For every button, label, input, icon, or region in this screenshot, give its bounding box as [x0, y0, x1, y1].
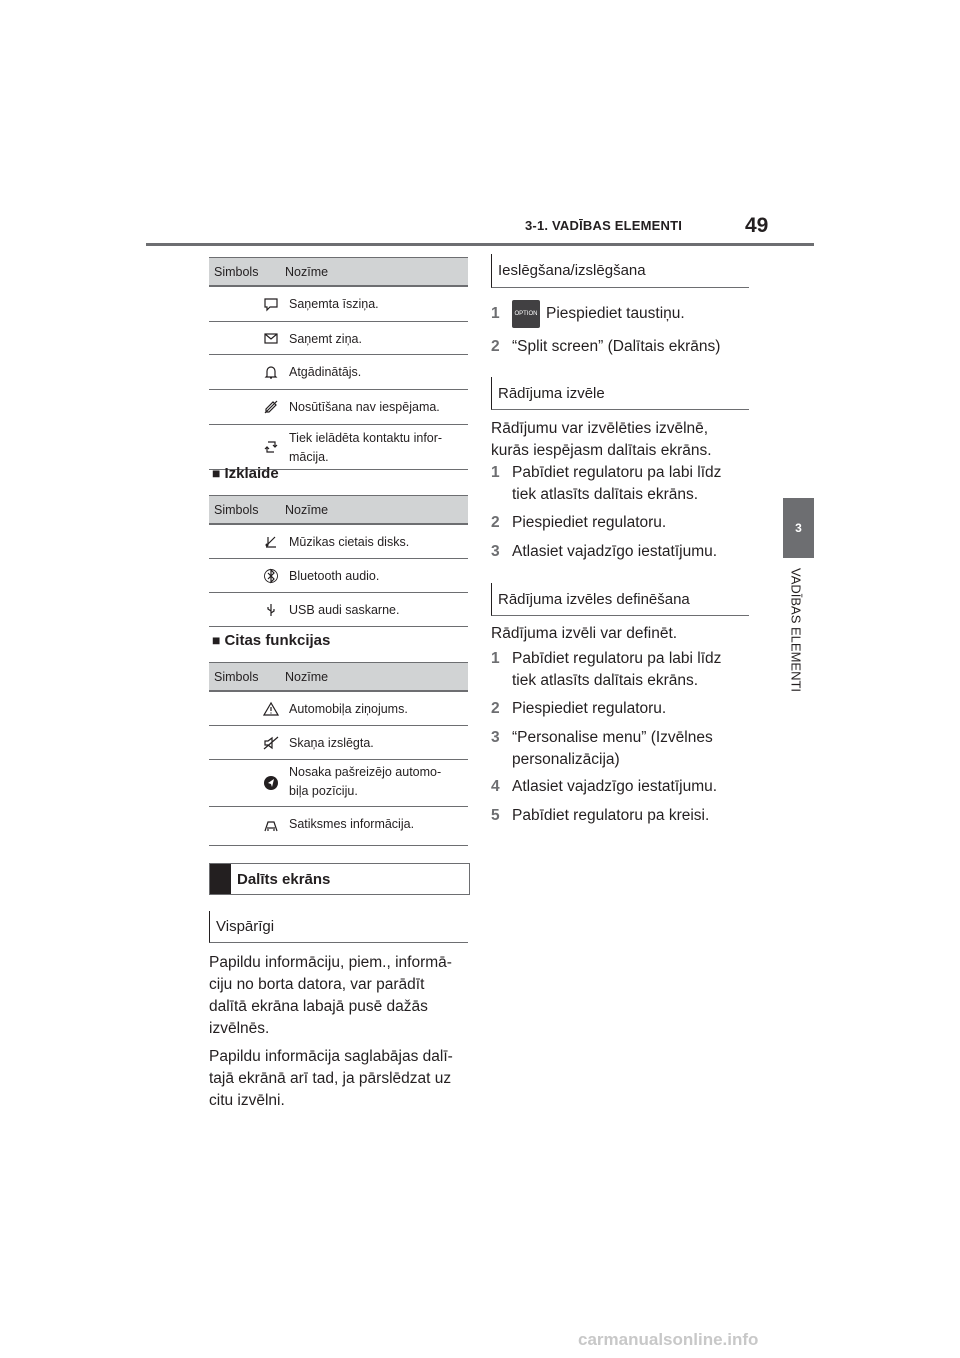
section-heading-split-screen	[209, 863, 470, 895]
general-paragraph-1: Papildu informāciju, piem., informā- ciju no borta datora, var parādīt dalītā ekrāna labajā pusē dažās izvēlnēs.	[209, 954, 452, 1037]
bell-icon	[263, 364, 279, 380]
step-item: 5 Pabīdiet regulatoru pa kreisi.	[491, 807, 710, 824]
step-item: 1 Pabīdiet regulatoru pa labi līdz tiek atlasīts dalītais ekrāns.	[491, 464, 722, 503]
table-row	[209, 287, 468, 322]
chapter-title: VADĪBAS ELEMENTI	[788, 568, 804, 693]
step-item: 2 Piespiediet regulatoru.	[491, 700, 667, 717]
table-row	[209, 807, 468, 846]
row-meaning: Saņemt ziņa.	[289, 332, 362, 346]
table-header	[209, 257, 468, 287]
entertainment-symbol-table	[209, 495, 468, 627]
mute-icon	[263, 735, 279, 751]
display-define-heading: Rādījuma izvēles definēšana	[491, 583, 749, 616]
general-heading: Vispārīgi	[209, 911, 468, 943]
row-meaning: Atgādinātājs.	[289, 365, 362, 379]
table-header	[209, 495, 468, 525]
split-screen-title: Dalīts ekrāns	[237, 870, 331, 888]
header-divider	[146, 243, 814, 246]
row-meaning: Tiek ielādēta kontaktu infor- mācija.	[289, 431, 443, 464]
table-row	[209, 390, 468, 425]
step-item: 3 Atlasiet vajadzīgo iestatījumu.	[491, 543, 718, 560]
step-item: 1 OPTION Piespiediet taustiņu.	[491, 300, 751, 328]
traffic-info-icon	[263, 818, 279, 834]
table-row	[209, 726, 468, 760]
table-row	[209, 355, 468, 390]
row-meaning: Mūzikas cietais disks.	[289, 535, 410, 549]
table-row	[209, 692, 468, 726]
row-meaning: Satiksmes informācija.	[289, 817, 415, 831]
col-symbol: Simbols	[214, 669, 259, 684]
on-off-heading: Ieslēgšana/izslēgšana	[491, 254, 749, 288]
row-meaning: Bluetooth audio.	[289, 569, 380, 583]
row-meaning: Nosūtīšana nav iespējama.	[289, 400, 440, 414]
contact-loading-icon	[263, 439, 279, 455]
step-item: 1 Pabīdiet regulatoru pa labi līdz tiek atlasīts dalītais ekrāns.	[491, 650, 722, 689]
col-meaning: Nozīme	[285, 669, 329, 684]
square-bullet-icon: ■	[212, 465, 221, 481]
table-row	[209, 425, 468, 470]
step-item: 4 Atlasiet vajadzīgo iestatījumu.	[491, 778, 718, 795]
general-paragraph-2: Papildu informācija saglabājas dalī- tajā ekrānā arī tad, ja pārslēdzat uz citu izvēlni.	[209, 1048, 453, 1109]
music-cd-icon	[263, 534, 279, 550]
col-meaning: Nozīme	[285, 264, 329, 279]
send-disabled-icon	[263, 399, 279, 415]
section-heading-entertainment: ■ Izklaide	[212, 465, 279, 482]
heading-bar	[210, 864, 231, 894]
row-meaning: Automobiļa ziņojums.	[289, 702, 408, 716]
other-symbol-table	[209, 662, 468, 846]
table-row	[209, 593, 468, 627]
col-meaning: Nozīme	[285, 502, 329, 517]
row-meaning: Nosaka pašreizējo automo- biļa pozīciju.	[289, 765, 442, 798]
step-item: 2 “Split screen” (Dalītais ekrāns)	[491, 338, 721, 355]
display-define-intro: Rādījuma izvēli var definēt.	[491, 625, 678, 642]
watermark: carmanualsonline.info	[578, 1330, 759, 1349]
option-button-icon: OPTION	[512, 300, 540, 328]
table-row	[209, 322, 468, 355]
envelope-icon	[263, 330, 279, 346]
row-meaning: Saņemta īsziņa.	[289, 297, 379, 311]
square-bullet-icon: ■	[212, 632, 221, 648]
row-meaning: USB audi saskarne.	[289, 603, 400, 617]
chapter-side-label	[786, 568, 806, 718]
step-item: 3 “Personalise menu” (Izvēlnes personalizācija)	[491, 729, 713, 768]
display-select-heading: Rādījuma izvēle	[491, 377, 749, 410]
chapter-tab: 3	[783, 498, 814, 558]
step-item: 2 Piespiediet regulatoru.	[491, 514, 667, 531]
display-select-intro: Rādījumu var izvēlēties izvēlnē, kurās iespējasm dalītais ekrāns.	[491, 420, 712, 459]
table-header	[209, 662, 468, 692]
col-symbol: Simbols	[214, 264, 259, 279]
table-row	[209, 525, 468, 559]
messages-symbol-table	[209, 257, 468, 470]
message-bubble-icon	[263, 296, 279, 312]
bluetooth-audio-icon	[263, 568, 279, 584]
table-row	[209, 559, 468, 593]
col-symbol: Simbols	[214, 502, 259, 517]
section-title: 3-1. VADĪBAS ELEMENTI	[525, 218, 683, 233]
usb-icon	[263, 602, 279, 618]
table-row	[209, 760, 468, 807]
row-meaning: Skaņa izslēgta.	[289, 736, 374, 750]
position-arrow-icon	[263, 775, 279, 791]
section-heading-other: ■ Citas funkcijas	[212, 632, 331, 649]
page-number: 49	[745, 214, 769, 237]
warning-triangle-icon	[263, 701, 279, 717]
